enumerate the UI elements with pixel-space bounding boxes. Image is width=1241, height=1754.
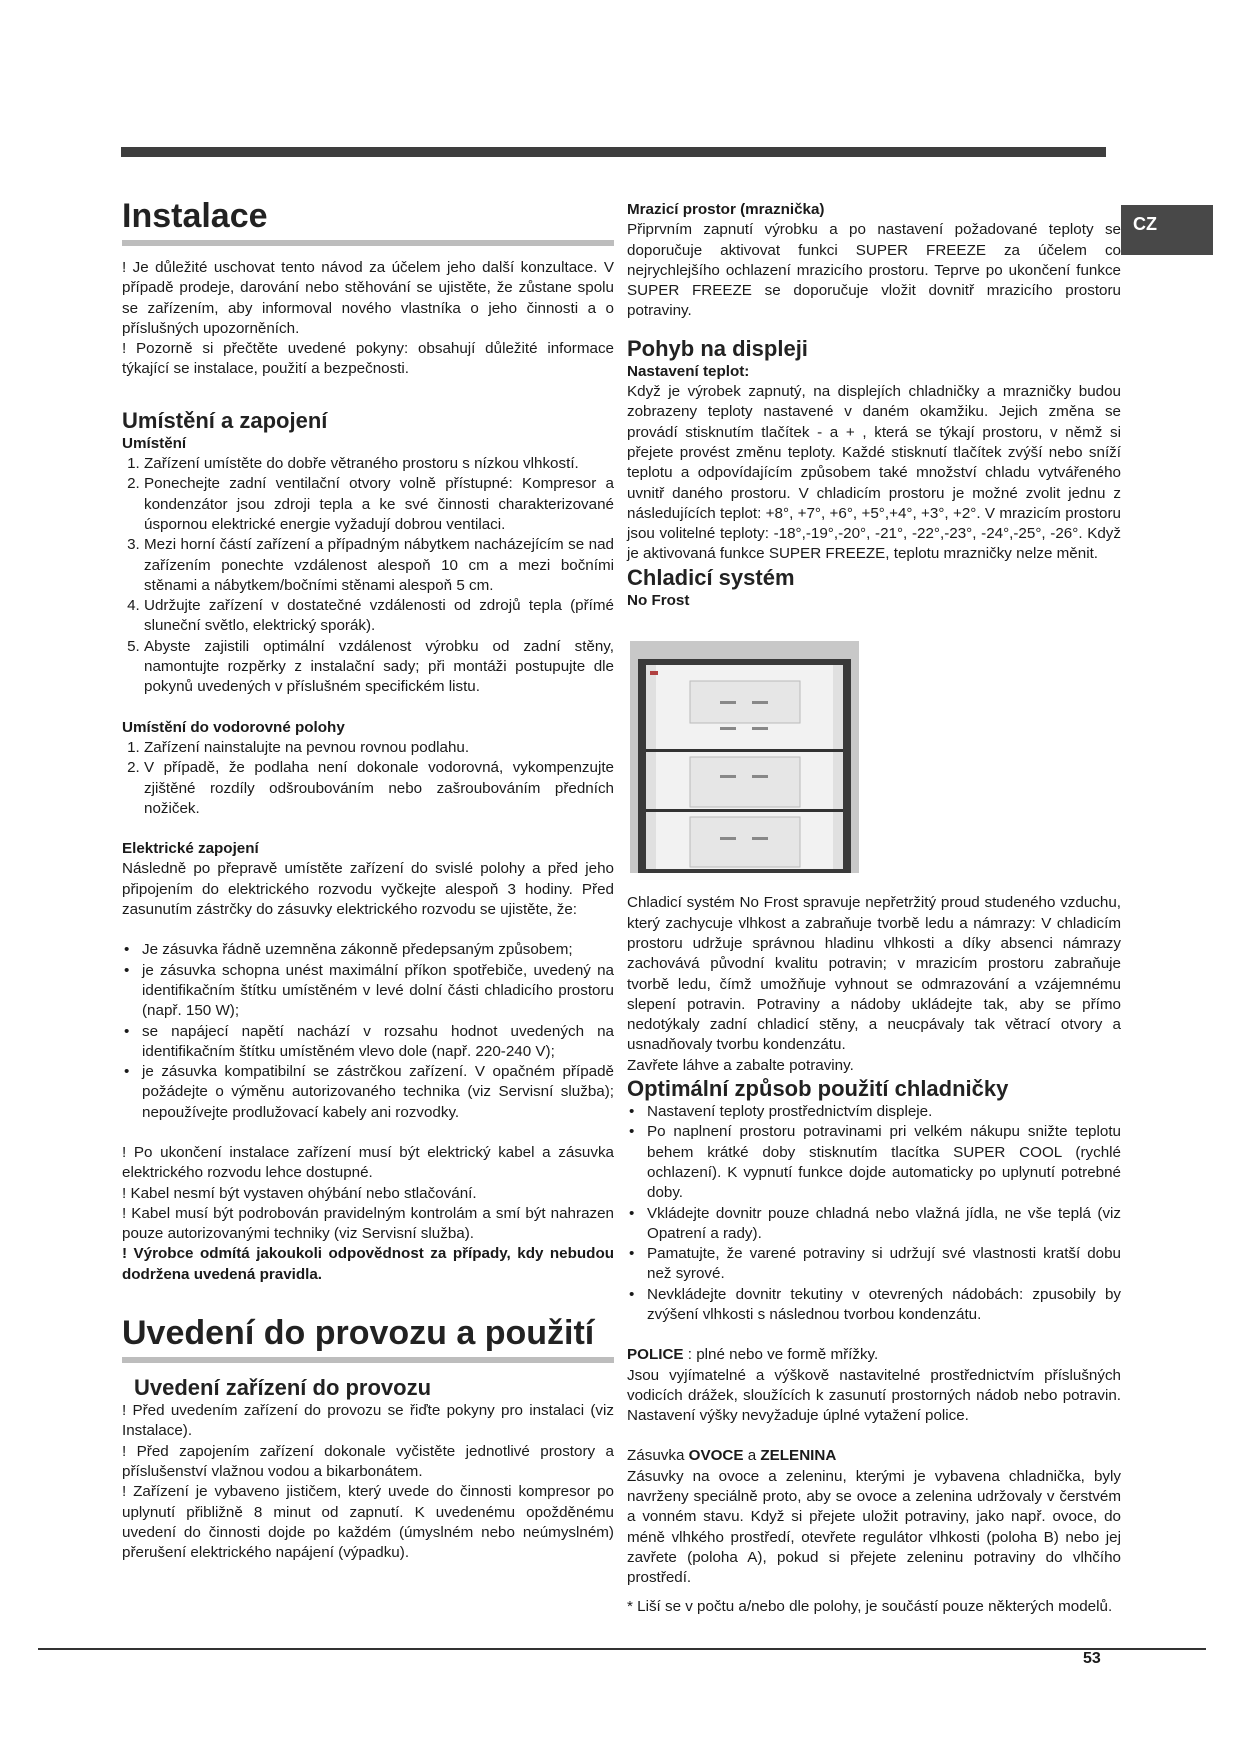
- subheading-mrazici: Mrazicí prostor (mraznička): [627, 201, 825, 218]
- warning-3: ! Kabel musí být podrobován pravidelným kontrolám a smí být nahrazen pouze autorizovanými techniky (viz Servisní služba).: [122, 1204, 614, 1243]
- heading-chladici: Chladicí systém: [627, 564, 795, 590]
- umisteni-list: [122, 454, 614, 698]
- subheading-nastaveni: Nastavení teplot:: [627, 362, 750, 380]
- police-rest: : plné nebo ve formě mřížky.: [683, 1346, 879, 1364]
- warning-1: ! Po ukončení instalace zařízení musí být elektrický kabel a zásuvka elektrického rozvodu lehce dostupné.: [122, 1143, 614, 1182]
- intro-paragraph-2: ! Pozorně si přečtěte uvedené pokyny: obsahují důležité informace týkající se instalace, použití a bezpečnosti.: [122, 340, 614, 378]
- list-item: • Nastavení teploty prostřednictvím displeje.: [647, 1102, 1121, 1122]
- zasuvka-paragraph: Zásuvky na ovoce a zeleninu, kterými je vybavena chladnička, byly navrženy speciálně proto, aby se ovoce a zelenina udržovaly v čerstvém a vonném stavu. Když si přejete uložit potraviny, jako např. ovoce, do méně vlhkého prostředí, otevřete regulátor vlhkosti (poloha B) nebo jej zavřete (poloha A), pokud si přejete zeleninu potraviny do vlhčího prostředí.: [627, 1467, 1121, 1587]
- elektricke-paragraph: Následně po přepravě umístěte zařízení do svislé polohy a před jeho připojením do elektrického rozvodu vyčkejte alespoň 3 hodiny. Před zasunutím zástrčky do zásuvky elektrického rozvodu se ujistěte, že:: [122, 860, 614, 919]
- list-item: • Po naplnení prostoru potravinami pri velkém nákupu snižte teplotu behem krátké doby stisknutím tlacítka SUPER COOL (rychlé ochlazení). K vypnutí funkce dojde automaticky po uplynutí potrebné doby.: [647, 1122, 1121, 1203]
- list-item: 1. Zařízení umístěte do dobře větraného prostoru s nízkou vlhkostí.: [144, 454, 614, 474]
- heading-optimalni: Optimální způsob použití chladničky: [627, 1076, 1009, 1102]
- subheading-elektricke: Elektrické zapojení: [122, 840, 259, 858]
- zasuvka-zelenina: ZELENINA: [760, 1447, 837, 1465]
- heading-uvedeni-zarizeni: Uvedení zařízení do provozu: [134, 1375, 432, 1401]
- footnote: * Liší se v počtu a/nebo dle polohy, je součástí pouze některých modelů.: [627, 1597, 1113, 1615]
- pohyb-paragraph: Když je výrobek zapnutý, na displejích chladničky a mrazničky budou zobrazeny teploty nastavené v daném okamžiku. Jejich změna se provádí stisknutím tlačítek - a + , která se týkají prostoru, v němž si přejete provést změnu teploty. Každé stisknutí tlačítek zvýší nebo sníží teplotu a odpovídajícím způsobem také množství chladu vytvářeného uvnitř daného prostoru. V chladicím prostoru je možné zvolit jednu z následujících teplot: +8°, +7°, +6°, +5°,+4°, +3°, +2°. V mrazicím prostoru jsou volitelné teploty: -18°,-19°,-20°, -21°, -22°,-23°, -24°,-25°, -26°. Když je aktivovaná funkce SUPER FREEZE, teplotu mrazničky nelze měnit.: [627, 383, 1121, 563]
- list-item: • Vkládejte dovnitr pouze chladná nebo vlažná jídla, ne vše teplá (viz Opatrení a rady).: [647, 1204, 1121, 1245]
- right-column: [627, 200, 1121, 1617]
- list-item: 1. Zařízení nainstalujte na pevnou rovnou podlahu.: [144, 738, 614, 758]
- list-item: • Nevkládejte dovnitr tekutiny v otevrených nádobách: zpusobily by zvýšení vlhkosti s následnou tvorbou kondenzátu.: [647, 1285, 1121, 1326]
- zasuvka-line: [627, 1446, 1121, 1466]
- optimalni-list: [627, 1102, 1121, 1325]
- vodorovne-list: [122, 738, 614, 819]
- list-item: • je zásuvka kompatibilní se zástrčkou zařízení. V opačném případě požádejte o výměnu autorizovaného technika (viz Servisní služba); nepoužívejte prodlužovací kabely ani rozvodky.: [142, 1062, 614, 1123]
- heading-pohyb: Pohyb na displeji: [627, 335, 808, 361]
- police-label: POLICE: [627, 1346, 684, 1364]
- mrazici-paragraph: Připrvním zapnutí výrobku a po nastavení požadované teploty se doporučuje aktivovat funkci SUPER FREEZE za účelem co nejrychlejšího ochlazení mrazicího prostoru. Teprve po ukončení funkce SUPER FREEZE se doporučuje vložit dovnitř mrazicího prostoru potraviny.: [627, 221, 1121, 320]
- police-line: [627, 1345, 1121, 1365]
- language-tab: CZ: [1121, 205, 1213, 255]
- list-item: 2. Ponechejte zadní ventilační otvory volně přístupné: Kompresor a kondenzátor jsou zdroji tepla a ke své činnosti charakterizované úspornou elektrické energie vyžadují dobrou ventilaci.: [144, 474, 614, 535]
- list-item: 4. Udržujte zařízení v dostatečné vzdálenosti od zdrojů tepla (přímé sluneční světlo, elektrický sporák).: [144, 596, 614, 637]
- uvedeni-paragraph-1: ! Před uvedením zařízení do provozu se řiďte pokyny pro instalaci (viz Instalace).: [122, 1402, 614, 1440]
- list-item: 5. Abyste zajistili optimální vzdálenost výrobku od zadní stěny, namontujte rozpěrky z instalační sady; při montáži postupujte dle pokynů uvedených v příslušném specifickém listu.: [144, 637, 614, 698]
- list-item: • se napájecí napětí nachází v rozsahu hodnot uvedených na identifikačním štítku umístěném vlevo dole (např. 220-240 V);: [142, 1022, 614, 1063]
- warning-2: ! Kabel nesmí být vystaven ohýbání nebo stlačování.: [122, 1184, 477, 1202]
- subheading-nofrost: No Frost: [627, 591, 690, 609]
- title-uvedeni: Uvedení do provozu a použití: [122, 1313, 614, 1363]
- subheading-umisteni: Umístění: [122, 434, 187, 452]
- list-item: • Pamatujte, že varené potraviny si udržují své vlastnosti kratší dobu než syrové.: [647, 1244, 1121, 1285]
- uvedeni-paragraph-2: ! Před zapojením zařízení dokonale vyčistěte jednotlivé prostory a příslušenství vlažnou vodou a bikarbonátem.: [122, 1442, 614, 1480]
- police-paragraph: Jsou vyjímatelné a výškově nastavitelné prostřednictvím příslušných vodicích drážek, sloužících k zasunutí prostorných nádob nebo potravin. Nastavení výšky nevyžaduje úplné vytažení police.: [627, 1366, 1121, 1425]
- zasuvka-prefix: Zásuvka: [627, 1447, 689, 1465]
- title-instalace: Instalace: [122, 196, 614, 246]
- uvedeni-paragraph-3: ! Zařízení je vybaveno jističem, který uvede do činnosti kompresor po uplynutí přibližně 8 minut od zapnutí. K uvedenému opožděnému uvedení do činnosti dojde po každém (úmyslném nebo neúmyslném) přerušení elektrického napájení (výpadku).: [122, 1483, 614, 1562]
- warning-4: ! Výrobce odmítá jakoukoli odpovědnost za případy, kdy nebudou dodržena uvedená pravidla.: [122, 1245, 614, 1283]
- list-item: • je zásuvka schopna unést maximální příkon spotřebiče, uvedený na identifikačním štítku umístěném v levé dolní části chladicího prostoru (např. 150 W);: [142, 961, 614, 1022]
- heading-umisteni: Umístění a zapojení: [122, 407, 328, 433]
- list-item: • Je zásuvka řádně uzemněna zákonně předepsaným způsobem;: [142, 940, 614, 960]
- nofrost-paragraph-2: Zavřete láhve a zabalte potraviny.: [627, 1056, 854, 1074]
- list-item: 2. V případě, že podlaha není dokonale vodorovná, vykompenzujte zjištěné rozdíly odšroubováním nebo zašroubováním předních nožiček.: [144, 758, 614, 819]
- top-rule: [121, 147, 1106, 157]
- list-item: 3. Mezi horní částí zařízení a případným nábytkem nacházejícím se nad zařízením ponechte vzdálenost alespoň 10 cm a mezi bočními stěnami a nábytkem/bočními stěnami alespoň 5 cm.: [144, 535, 614, 596]
- intro-paragraph-1: ! Je důležité uschovat tento návod za účelem jeho další konzultace. V případě prodeje, darování nebo stěhování se ujistěte, že zůstane spolu se zařízením, aby informoval nového vlastníka o jeho činnosti a o příslušných upozorněních.: [122, 259, 614, 337]
- bottom-rule: [38, 1648, 1206, 1650]
- zasuvka-and: a: [743, 1447, 761, 1465]
- zasuvka-ovoce: OVOCE: [688, 1447, 744, 1465]
- nofrost-paragraph: Chladicí systém No Frost spravuje nepřetržitý proud studeného vzduchu, který zachycuje vlhkost a zabraňuje tvorbě ledu a námrazy: V chladicím prostoru udržuje správnou hladinu vlhkosti a díky absenci námrazy zachovává původní kvalitu potravin; v mrazicím prostoru zabraňuje tvorbě ledu, čímž umožňuje vyhnout se odmrazování a vzájemnému slepení potravin. Potraviny a nádoby ukládejte tak, aby se přímo nedotýkaly zadní chladicí stěny, a neucpávaly tak větrací otvory a usnadňovaly tvorbu kondenzátu.: [627, 894, 1121, 1054]
- fridge-interior-image: [630, 641, 859, 873]
- elektricke-list: [122, 940, 614, 1123]
- left-column: [122, 196, 614, 1563]
- subheading-vodorovne: Umístění do vodorovné polohy: [122, 718, 345, 736]
- page-number: 53: [1083, 1650, 1101, 1667]
